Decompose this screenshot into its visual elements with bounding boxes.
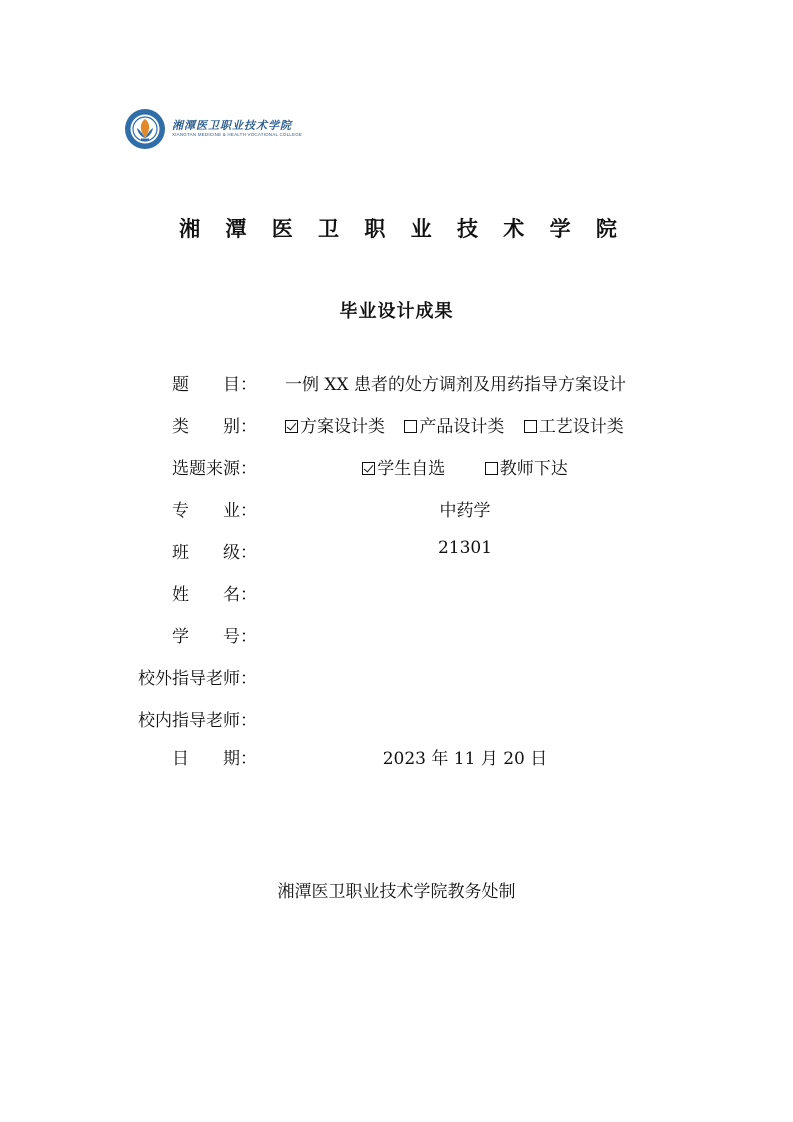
- category-option-label: 产品设计类: [419, 417, 505, 437]
- source-label: 选题来源：: [172, 459, 257, 479]
- source-option-label: 学生自选: [377, 459, 446, 479]
- name-label: 姓 名：: [172, 585, 257, 605]
- document-title: 毕业设计成果: [339, 301, 454, 322]
- college-logo: [124, 108, 302, 150]
- category-option-product[interactable]: [404, 412, 504, 437]
- class-row: [0, 538, 793, 564]
- category-label: 类 别：: [172, 417, 257, 437]
- source-options: [285, 454, 645, 479]
- internal-advisor-row: [0, 706, 793, 732]
- topic-label: 题 目：: [172, 375, 257, 395]
- major-value: 中药学: [439, 501, 491, 521]
- class-label: 班 级：: [172, 543, 257, 563]
- category-option-label: 工艺设计类: [538, 417, 624, 437]
- category-option-scheme[interactable]: [285, 412, 385, 437]
- student-id-label: 学 号：: [172, 627, 257, 647]
- logo-chinese-name: 湘潭医卫职业技术学院: [172, 119, 292, 133]
- category-options: [285, 412, 665, 437]
- student-id-row: [0, 622, 793, 648]
- category-option-label: 方案设计类: [300, 417, 385, 437]
- topic-value: 一例 XX 患者的处方调剂及用药指导方案设计: [285, 375, 627, 395]
- category-row: [0, 412, 793, 438]
- checked-box-icon[interactable]: [285, 420, 298, 433]
- college-emblem-icon: [124, 108, 166, 150]
- name-row: [0, 580, 793, 606]
- unchecked-box-icon[interactable]: [404, 420, 417, 433]
- source-row: [0, 454, 793, 480]
- unchecked-box-icon[interactable]: [524, 420, 537, 433]
- source-option-student[interactable]: [362, 454, 445, 479]
- issuer-footer: 湘潭医卫职业技术学院教务处制: [277, 882, 516, 902]
- school-title: 湘 潭 医 卫 职 业 技 术 学 院: [179, 217, 626, 241]
- internal-advisor-label: 校内指导老师：: [138, 711, 257, 731]
- external-advisor-row: [0, 664, 793, 690]
- checked-box-icon[interactable]: [362, 462, 375, 475]
- external-advisor-label: 校外指导老师：: [138, 669, 257, 689]
- category-option-process[interactable]: [524, 412, 624, 437]
- date-value: 2023 年 11 月 20 日: [382, 749, 548, 769]
- class-value: 21301: [437, 538, 493, 558]
- major-row: [0, 496, 793, 522]
- logo-english-name: XIANGTAN MEDICINE & HEALTH VOCATIONAL COLLEGE: [172, 132, 303, 138]
- major-label: 专 业：: [172, 501, 257, 521]
- source-option-teacher[interactable]: [485, 454, 568, 479]
- date-row: [0, 744, 793, 770]
- unchecked-box-icon[interactable]: [485, 462, 498, 475]
- topic-row: [0, 370, 793, 396]
- source-option-label: 教师下达: [499, 459, 568, 479]
- date-label: 日 期：: [172, 749, 257, 769]
